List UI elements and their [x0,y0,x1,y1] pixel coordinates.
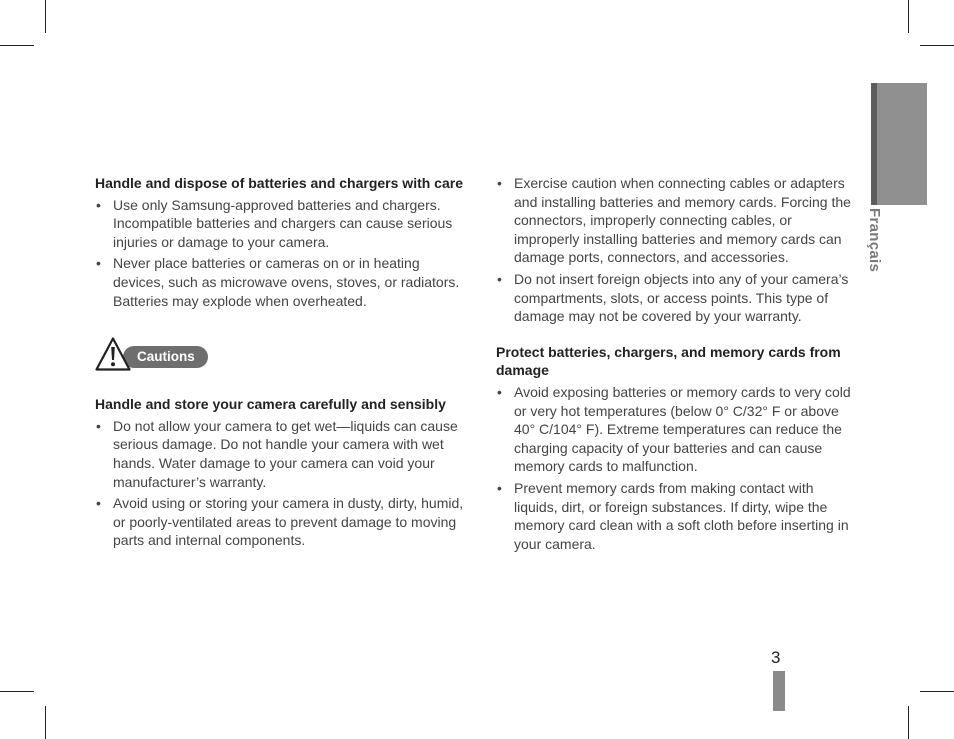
list-item: • Exercise caution when connecting cables or adapters and installing batteries and memory cards. Forcing the connectors, improperly connecting cables, or improperly installing batteries and memory cards can damage ports, connectors, and accessories. [496,174,858,267]
list-item: • Avoid using or storing your camera in dusty, dirty, humid, or poorly-ventilated areas to prevent damage to moving parts and internal components. [95,494,465,550]
crop-mark-top-left-h [0,45,34,46]
section-heading-protect: Protect batteries, chargers, and memory cards from damage [496,343,841,379]
list-item: • Use only Samsung-approved batteries and chargers. Incompatible batteries and chargers can cause serious injuries or damage to your camera. [95,196,465,252]
section-heading-handle-store: Handle and store your camera carefully and sensibly [95,396,446,413]
right-column [496,174,858,556]
side-tab-edge [871,83,877,205]
batteries-list [95,196,465,311]
list-item: • Do not allow your camera to get wet—liquids can cause serious damage. Do not handle your camera with wet hands. Water damage to your camera can void your manufacturer’s warranty. [95,417,465,491]
section-heading-batteries: Handle and dispose of batteries and chargers with care [95,175,463,191]
list-item: • Never place batteries or cameras on or in heating devices, such as microwave ovens, stoves, or radiators. Batteries may explode when overheated. [95,254,465,310]
left-column [95,174,465,553]
crop-mark-top-right-v [908,0,909,33]
side-tab-label: Français [866,208,883,273]
list-item: • Do not insert foreign objects into any of your camera’s compartments, slots, or access points. This type of damage may not be covered by your warranty. [496,270,858,326]
list-item: • Prevent memory cards from making contact with liquids, dirt, or foreign substances. If dirty, wipe the memory card clean with a soft cloth before inserting in your camera. [496,479,858,553]
handle-store-list [95,417,465,550]
crop-mark-top-right-h [920,45,954,46]
page-number-bar [773,671,785,711]
language-side-tab [871,83,927,205]
cautions-banner [95,337,465,375]
crop-mark-bottom-left-v [45,706,46,739]
cautions-label: Cautions [123,346,208,368]
crop-mark-bottom-left-h [0,691,34,692]
crop-mark-bottom-right-v [908,706,909,739]
page-number: 3 [771,648,781,667]
crop-mark-top-left-v [45,0,46,33]
protect-list [496,383,858,553]
warning-triangle-icon [95,337,131,371]
connection-list [496,174,858,326]
crop-mark-bottom-right-h [920,691,954,692]
list-item: • Avoid exposing batteries or memory cards to very cold or very hot temperatures (below 0° C/32° F or above 40° C/104° F). Extreme temperatures can reduce the charging capacity of your batteries and can cause memory cards to malfunction. [496,383,858,476]
